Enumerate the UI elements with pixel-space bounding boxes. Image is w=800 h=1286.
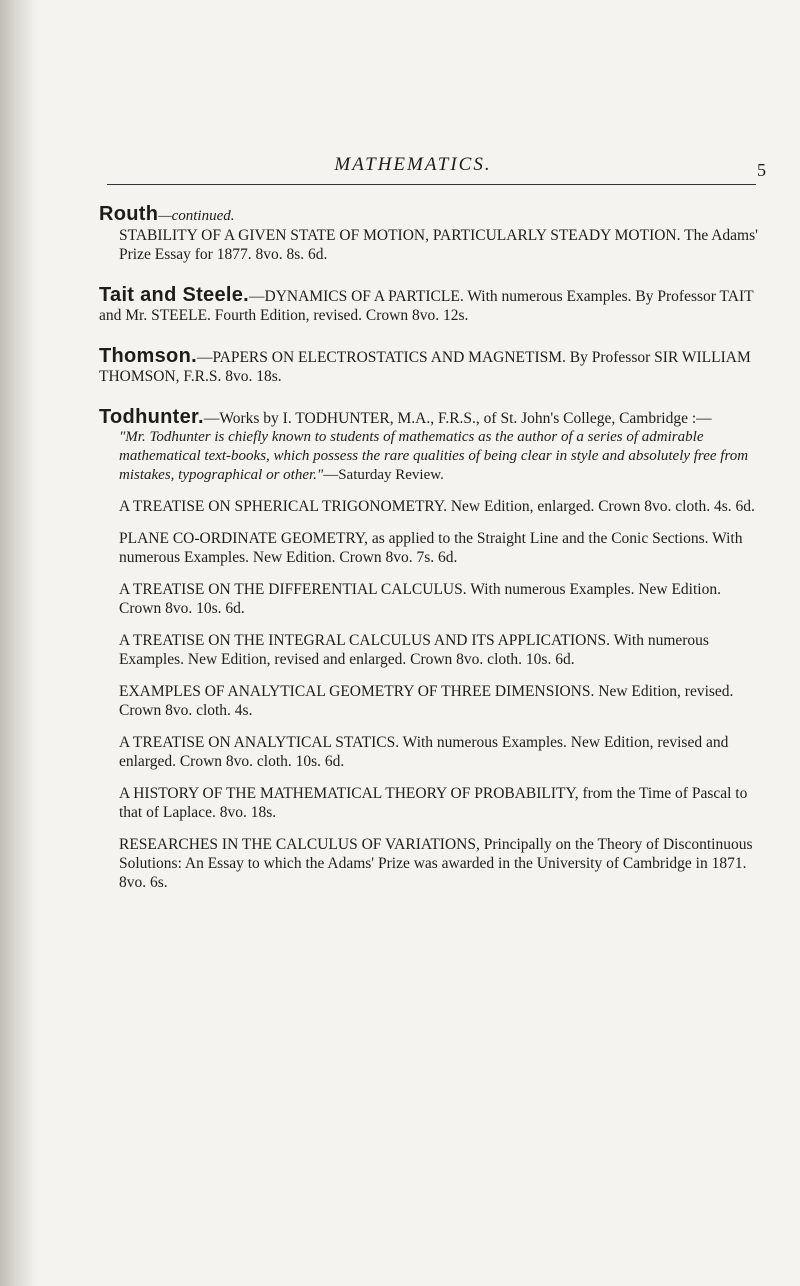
entry-text bbox=[99, 408, 759, 428]
entry-thomson bbox=[99, 347, 759, 386]
entry-todhunter bbox=[99, 408, 759, 892]
work-entry: EXAMPLES OF ANALYTICAL GEOMETRY OF THREE DIMENSIONS. New Edition, revised. Crown 8vo. cloth. 4s. bbox=[119, 683, 734, 719]
quote-source: —Saturday Review. bbox=[323, 467, 444, 483]
entry-routh bbox=[99, 203, 759, 264]
catalogue-body bbox=[99, 203, 759, 909]
book-page bbox=[52, 0, 774, 1286]
quote-text: "Mr. Todhunter is chiefly known to students of mathematics as the author of a series of admirable mathematical text-books, which possess the rare qualities of being clear in style and absolutely free from mistakes, typographical or other." bbox=[119, 429, 749, 483]
page-gutter-shadow bbox=[0, 0, 38, 1286]
review-quote bbox=[99, 428, 759, 485]
work-entry: A TREATISE ON THE INTEGRAL CALCULUS AND ITS APPLICATIONS. With numerous Examples. New Edition, revised and enlarged. Crown 8vo. cloth. 10s. 6d. bbox=[119, 632, 709, 668]
work-entry: A TREATISE ON ANALYTICAL STATICS. With numerous Examples. New Edition, revised and enlarged. Crown 8vo. cloth. 10s. 6d. bbox=[119, 734, 729, 770]
page-header bbox=[52, 154, 774, 190]
author-name: Thomson. bbox=[99, 345, 197, 367]
work-entry: RESEARCHES IN THE CALCULUS OF VARIATIONS, Principally on the Theory of Discontinuous Solutions: An Essay to which the Adams' Prize was awarded in the University of Cambridge in 1871. 8vo. 6s. bbox=[119, 836, 753, 891]
entry-text bbox=[99, 347, 759, 386]
entry-text bbox=[99, 286, 759, 325]
header-rule bbox=[107, 184, 756, 185]
work-entry: A TREATISE ON THE DIFFERENTIAL CALCULUS. With numerous Examples. New Edition. Crown 8vo. 10s. 6d. bbox=[119, 581, 721, 617]
work-entry: —DYNAMICS OF A PARTICLE. With numerous Examples. By Professor TAIT and Mr. STEELE. Fourth Edition, revised. Crown 8vo. 12s. bbox=[99, 288, 754, 324]
page-number: 5 bbox=[757, 160, 766, 180]
author-name: Tait and Steele. bbox=[99, 284, 250, 306]
works-intro: —Works by I. TODHUNTER, M.A., F.R.S., of St. John's College, Cambridge :— bbox=[203, 410, 712, 427]
works-list bbox=[99, 497, 759, 892]
work-entry: A HISTORY OF THE MATHEMATICAL THEORY OF PROBABILITY, from the Time of Pascal to that of Laplace. 8vo. 18s. bbox=[119, 785, 748, 821]
running-title: MATHEMATICS. bbox=[334, 154, 492, 175]
work-entry: PLANE CO-ORDINATE GEOMETRY, as applied to the Straight Line and the Conic Sections. With numerous Examples. New Edition. Crown 8vo. 7s. 6d. bbox=[119, 530, 743, 566]
continued-note: —continued. bbox=[158, 208, 235, 224]
author-name: Todhunter. bbox=[99, 406, 204, 428]
author-name: Routh bbox=[99, 203, 159, 225]
work-entry: STABILITY OF A GIVEN STATE OF MOTION, PARTICULARLY STEADY MOTION. The Adams' Prize Essay for 1877. 8vo. 8s. 6d. bbox=[119, 227, 758, 263]
entry-tait-steele bbox=[99, 286, 759, 325]
work-entry: —PAPERS ON ELECTROSTATICS AND MAGNETISM. By Professor SIR WILLIAM THOMSON, F.R.S. 8vo. 18s. bbox=[99, 349, 751, 385]
work-entry: A TREATISE ON SPHERICAL TRIGONOMETRY. New Edition, enlarged. Crown 8vo. cloth. 4s. 6d. bbox=[119, 498, 755, 515]
